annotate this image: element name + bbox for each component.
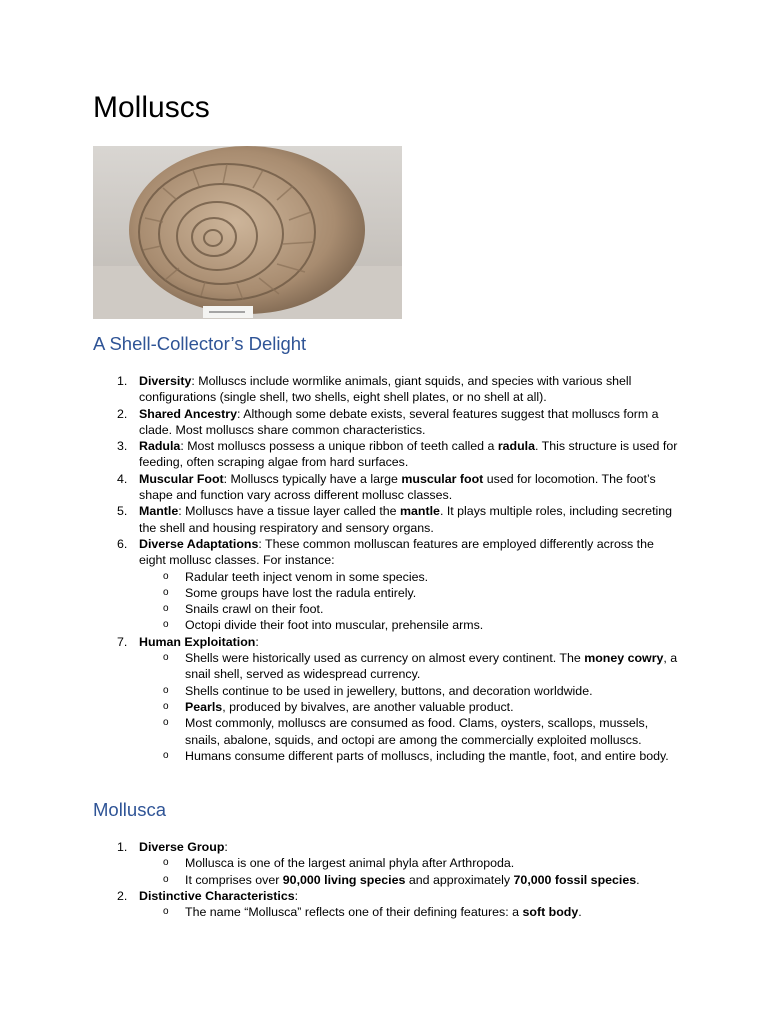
sub-list-item: o Octopi divide their foot into muscular, prehensile arms. <box>163 618 484 633</box>
sub-list-item: o Some groups have lost the radula entirely. <box>163 585 417 600</box>
sub-list-item: o Shells were historically used as currency on almost every continent. The money cowry, a snail shell, served as widespread currency. <box>163 651 678 682</box>
bullet-icon: o <box>163 603 169 615</box>
list-item: 5. Mantle: Molluscs have a tissue layer called the mantle. It plays multiple roles, including secreting the shell and housing respiratory and sensory organs. <box>117 504 673 535</box>
section-heading-mollusca: Mollusca <box>93 799 166 820</box>
list-item: 2. Shared Ancestry: Although some debate exists, several features suggest that molluscs form a clade. Most molluscs share common characteristics. <box>117 406 659 437</box>
sub-list-item: o Snails crawl on their foot. <box>163 602 324 617</box>
sub-list-item: o It comprises over 90,000 living species and approximately 70,000 fossil species. <box>163 872 640 887</box>
bullet-icon: o <box>163 857 169 869</box>
sub-list-item: o Most commonly, molluscs are consumed as food. Clams, oysters, scallops, mussels, snails, abalone, squids, and octopi are among the commercially exploited molluscs. <box>163 716 649 747</box>
sub-list-item: o Pearls, produced by bivalves, are another valuable product. <box>163 699 514 714</box>
sub-list-item: o Humans consume different parts of molluscs, including the mantle, foot, and entire body. <box>163 748 669 763</box>
bullet-icon: o <box>163 749 169 761</box>
bullet-icon: o <box>163 717 169 729</box>
shell-collector-list <box>93 373 683 764</box>
sub-list-item: o Shells continue to be used in jewellery, buttons, and decoration worldwide. <box>163 683 593 698</box>
bullet-icon: o <box>163 652 169 664</box>
bullet-icon: o <box>163 873 169 885</box>
sub-list-item: o Radular teeth inject venom in some species. <box>163 569 429 584</box>
bullet-icon: o <box>163 700 169 712</box>
list-item: 2. Distinctive Characteristics: o The name “Mollusca” reflects one of their defining features: a soft body. <box>93 888 683 921</box>
list-item: 6. Diverse Adaptations: These common molluscan features are employed differently across the eight mollusc classes. For instance: o Radular teeth inject venom in some species. o Some groups have lost the radula entirely. o Snails crawl on their foot. o Octopi divide their foot into muscular, prehensile arms. <box>93 536 683 634</box>
page-title: Molluscs <box>93 91 210 124</box>
mollusca-list <box>93 839 683 920</box>
bullet-icon: o <box>163 684 169 696</box>
bullet-icon: o <box>163 570 169 582</box>
section-heading-shell-collector: A Shell-Collector’s Delight <box>93 333 307 354</box>
sub-list-item: o Mollusca is one of the largest animal phyla after Arthropoda. <box>163 856 515 871</box>
sub-list-item: o The name “Mollusca” reflects one of their defining features: a soft body. <box>163 905 582 920</box>
list-item: 4. Muscular Foot: Molluscs typically have a large muscular foot used for locomotion. The foot’s shape and function vary across different mollusc classes. <box>117 471 656 503</box>
list-item: 3. Radula: Most molluscs possess a unique ribbon of teeth called a radula. This structure is used for feeding, often scraping algae from hard surfaces. <box>117 439 678 470</box>
ammonite-fossil-image <box>93 146 402 319</box>
list-item: 1. Diverse Group: o Mollusca is one of the largest animal phyla after Arthropoda. o It comprises over 90,000 living species and approximately 70,000 fossil species. <box>93 839 683 888</box>
bullet-icon: o <box>163 906 169 918</box>
bullet-icon: o <box>163 619 169 631</box>
list-item: 1. Diversity: Molluscs include wormlike animals, giant squids, and species with various shell configurations (single shell, two shells, eight shell plates, or no shell at all). <box>117 374 632 405</box>
bullet-icon: o <box>163 586 169 598</box>
list-item: 7. Human Exploitation: o Shells were historically used as currency on almost every continent. The money cowry, a snail shell, served as widespread currency. o Shells continue to be used in jewellery, buttons, and decoration worldwide. o Pearls, produced by bivalves, are another valuable product. o Most commonly, molluscs are consumed as food. Clams, oysters, scallops, mussels, snails, abalone, squids, and octopi are among the commercially exploited molluscs. o Humans consume different parts of molluscs, including the mantle, foot, and entire body. <box>93 634 683 764</box>
